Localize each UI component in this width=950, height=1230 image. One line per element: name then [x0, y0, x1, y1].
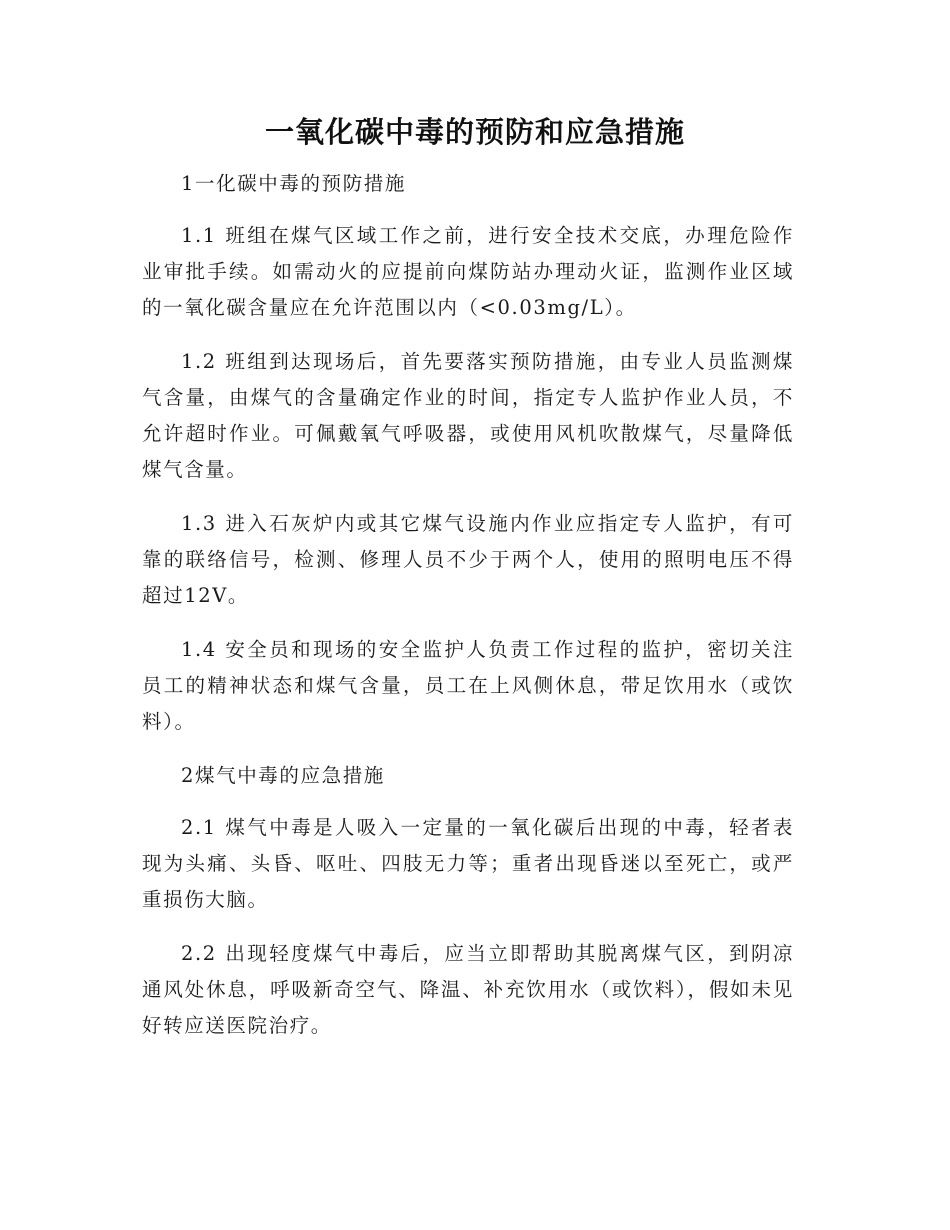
section-heading: 2煤气中毒的应急措施 — [181, 764, 385, 787]
paragraph-1-1: 1.1 班组在煤气区域工作之前，进行安全技术交底，办理危险作业审批手续。如需动火的应提前向煤防站办理动火证，监测作业区域的一氧化碳含量应在允许范围以内（<0.03mg/L）。 — [142, 224, 794, 319]
paragraph-1-2: 1.2 班组到达现场后，首先要落实预防措施，由专业人员监测煤气含量，由煤气的含量确定作业的时间，指定专人监护作业人员，不允许超时作业。可佩戴氧气呼吸器，或使用风机吹散煤气，尽量降低煤气含量。 — [142, 350, 794, 481]
paragraph-1-3: 1.3 进入石灰炉内或其它煤气设施内作业应指定专人监护，有可靠的联络信号，检测、修理人员不少于两个人，使用的照明电压不得超过12V。 — [142, 512, 794, 607]
section-emergency — [142, 758, 794, 1044]
document-title: 一氧化碳中毒的预防和应急措施 — [264, 115, 685, 149]
paragraph-2-1: 2.1 煤气中毒是人吸入一定量的一氧化碳后出现的中毒，轻者表现为头痛、头昏、呕吐、四肢无力等；重者出现昏迷以至死亡，或严重损伤大脑。 — [142, 816, 794, 911]
section-heading: 1一化碳中毒的预防措施 — [181, 172, 407, 195]
paragraph-1-4: 1.4 安全员和现场的安全监护人负责工作过程的监护，密切关注员工的精神状态和煤气含量，员工在上风侧休息，带足饮用水（或饮料）。 — [142, 638, 794, 733]
section-prevention — [142, 166, 794, 740]
document-body — [142, 166, 794, 1062]
paragraph-2-2: 2.2 出现轻度煤气中毒后，应当立即帮助其脱离煤气区，到阴凉通风处休息，呼吸新奇空气、降温、补充饮用水（或饮料），假如未见好转应送医院治疗。 — [142, 942, 794, 1037]
